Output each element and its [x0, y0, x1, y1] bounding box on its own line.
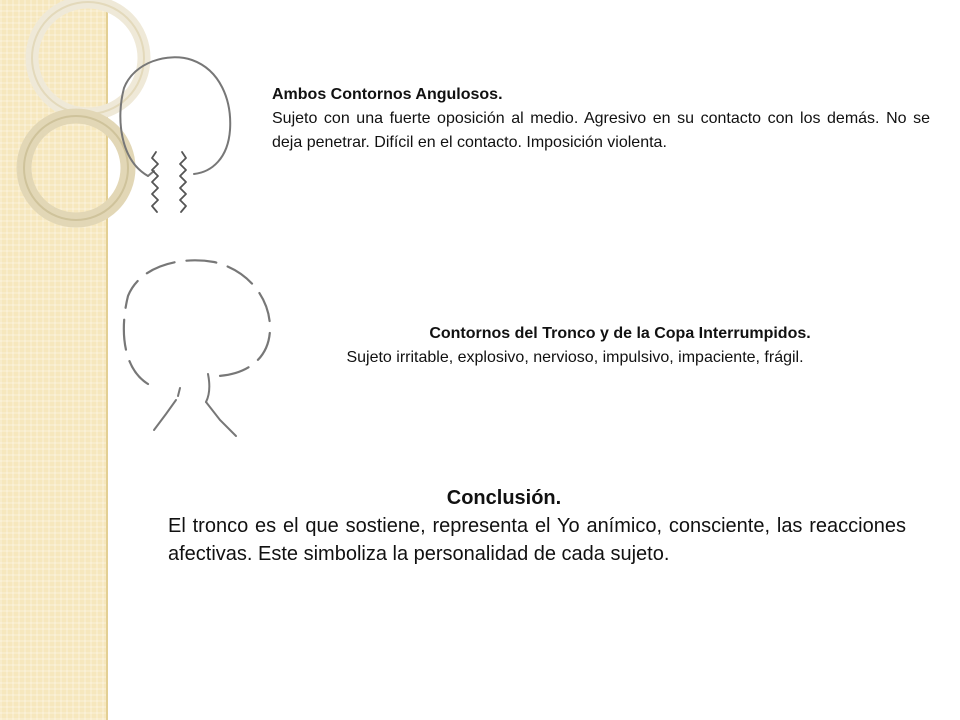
section-body: Sujeto con una fuerte oposición al medio. Agresivo en su contacto con los demás. No se deja penetrar. Difícil en el contacto. Imposición violenta. — [272, 110, 930, 151]
conclusion-body: El tronco es el que sostiene, representa el Yo anímico, consciente, las reacciones afectivas. Este simboliza la personalidad de cada sujeto. — [168, 515, 906, 565]
section-heading: Ambos Contornos Angulosos. — [272, 86, 503, 103]
section-interrupted-contours — [292, 322, 928, 370]
conclusion-title: Conclusión. — [446, 487, 562, 509]
tree-drawing-angular-contours — [110, 48, 240, 218]
section-angular-contours — [272, 83, 930, 155]
tree-drawing-interrupted-contours — [110, 252, 280, 442]
conclusion-block — [168, 484, 906, 568]
section-heading: Contornos del Tronco y de la Copa Interrumpidos. — [429, 325, 811, 342]
section-body: Sujeto irritable, explosivo, nervioso, impulsivo, impaciente, frágil. — [346, 349, 804, 366]
